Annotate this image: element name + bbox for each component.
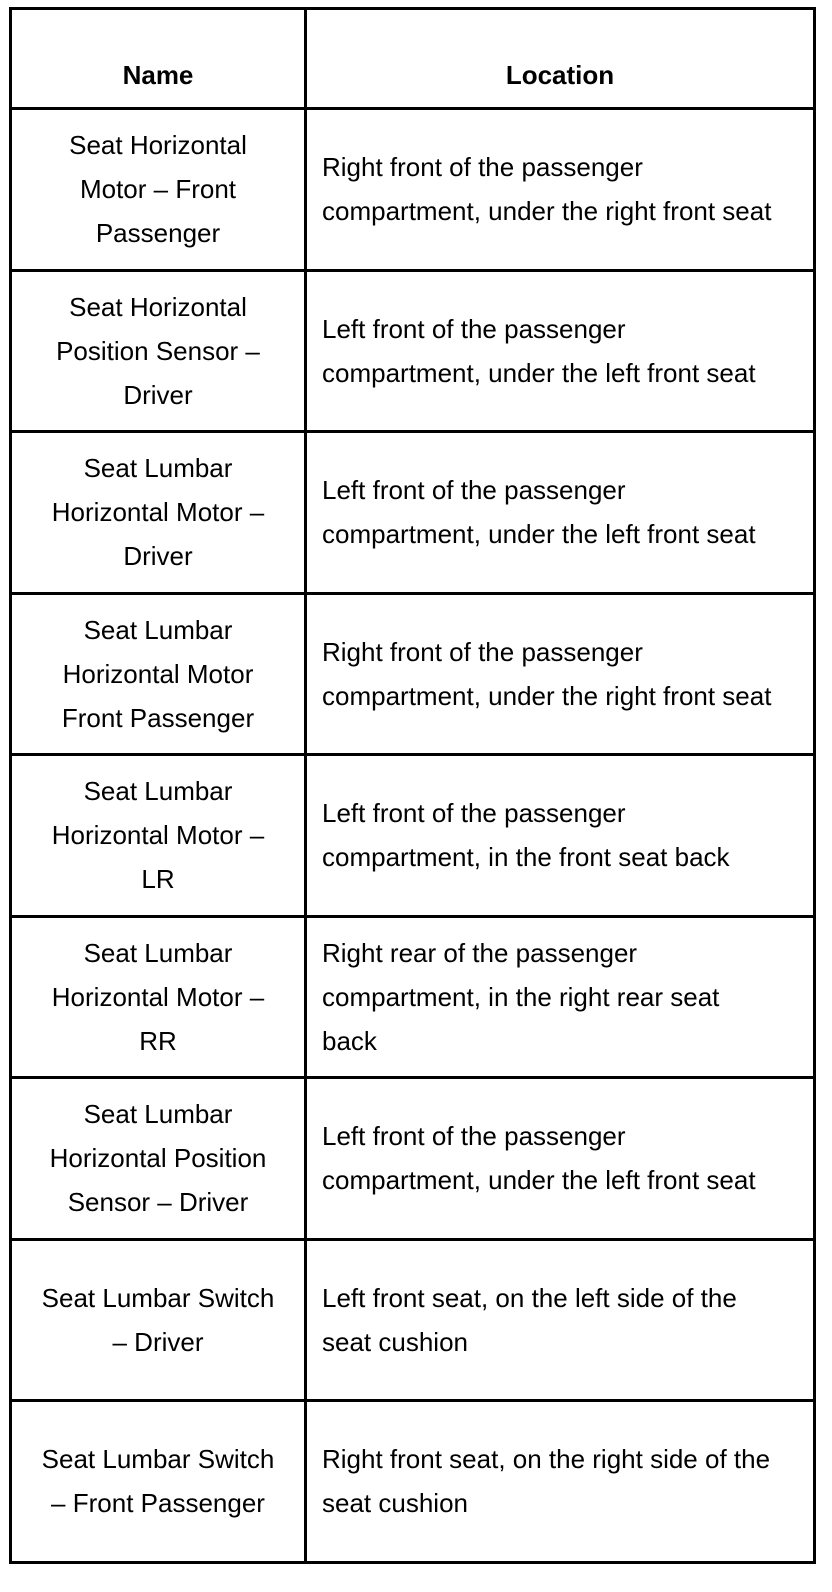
- name-column-header: Name: [11, 9, 306, 109]
- table-row: [11, 109, 815, 271]
- location-column-header: Location: [306, 9, 815, 109]
- table-row: [11, 270, 815, 432]
- table-header-row: [11, 9, 815, 109]
- component-name-cell: Seat Lumbar Switch – Driver: [11, 1239, 306, 1401]
- component-name-cell: Seat Lumbar Horizontal Motor – RR: [11, 916, 306, 1078]
- table-row: [11, 755, 815, 917]
- component-location-cell: Left front of the passenger compartment, under the left front seat: [306, 1078, 815, 1240]
- table-row: [11, 916, 815, 1078]
- component-location-cell: Left front of the passenger compartment, in the front seat back: [306, 755, 815, 917]
- component-location-cell: Left front of the passenger compartment, under the left front seat: [306, 432, 815, 594]
- component-name-cell: Seat Lumbar Horizontal Motor – LR: [11, 755, 306, 917]
- component-location-cell: Right rear of the passenger compartment, in the right rear seat back: [306, 916, 815, 1078]
- component-location-cell: Left front seat, on the left side of the seat cushion: [306, 1239, 815, 1401]
- table-row: [11, 1078, 815, 1240]
- component-name-cell: Seat Lumbar Horizontal Position Sensor – Driver: [11, 1078, 306, 1240]
- component-location-table: [9, 7, 816, 1564]
- table-row: [11, 593, 815, 755]
- table-row: [11, 432, 815, 594]
- component-location-cell: Right front of the passenger compartment, under the right front seat: [306, 593, 815, 755]
- component-name-cell: Seat Lumbar Horizontal Motor – Driver: [11, 432, 306, 594]
- component-name-cell: Seat Lumbar Horizontal Motor Front Passenger: [11, 593, 306, 755]
- table-row: [11, 1401, 815, 1563]
- component-location-cell: Right front seat, on the right side of the seat cushion: [306, 1401, 815, 1563]
- component-location-cell: Right front of the passenger compartment, under the right front seat: [306, 109, 815, 271]
- table-row: [11, 1239, 815, 1401]
- component-name-cell: Seat Horizontal Position Sensor – Driver: [11, 270, 306, 432]
- component-location-cell: Left front of the passenger compartment, under the left front seat: [306, 270, 815, 432]
- component-name-cell: Seat Lumbar Switch – Front Passenger: [11, 1401, 306, 1563]
- component-name-cell: Seat Horizontal Motor – Front Passenger: [11, 109, 306, 271]
